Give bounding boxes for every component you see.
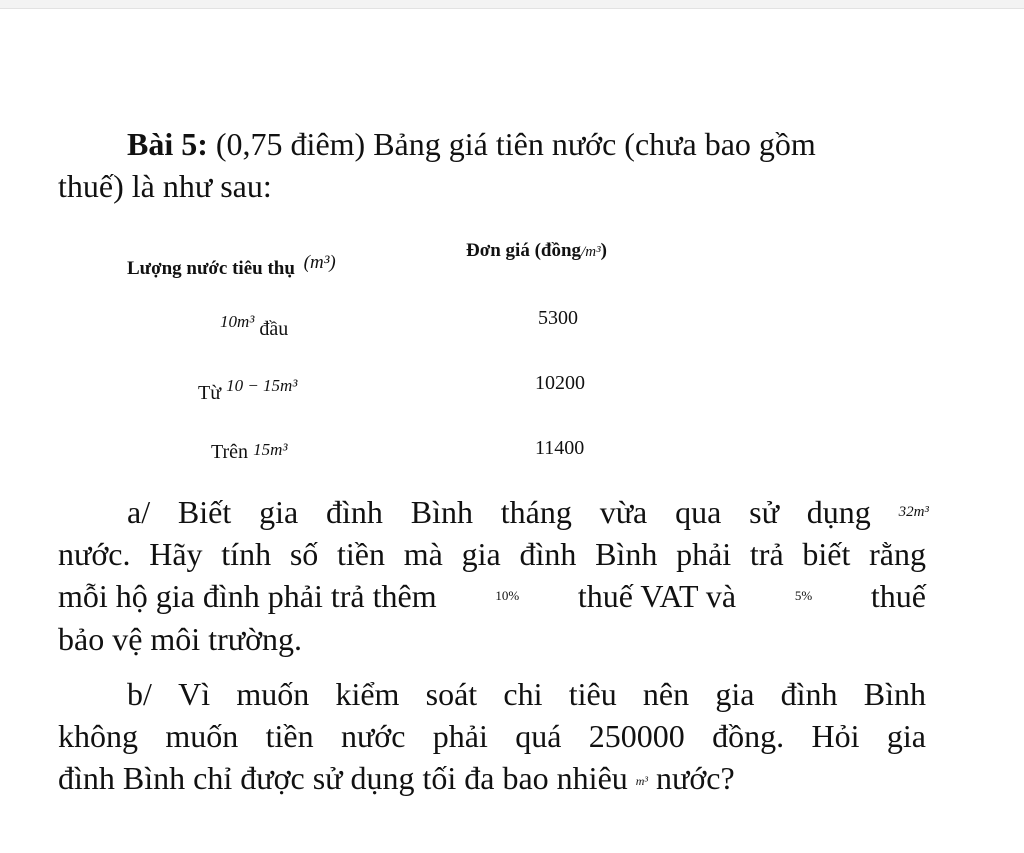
problem-label: Bài 5: <box>127 126 208 162</box>
part-b-word: nước <box>340 718 406 754</box>
part-a-text: mỗi hộ gia đình phải trả thêm <box>58 578 437 614</box>
table-row-1-range-text: đầu <box>259 318 289 340</box>
part-a-word: đình <box>519 536 577 572</box>
table-header-price-close: ) <box>600 240 607 261</box>
part-a-word: phải <box>676 536 732 572</box>
table-row-3-range <box>211 441 287 464</box>
part-a-line3 <box>58 578 926 614</box>
part-a-word: tính <box>221 536 272 572</box>
part-b-word: muốn <box>236 676 310 712</box>
part-a-text: thuế VAT và <box>577 578 737 614</box>
part-a-volume: 32m³ <box>898 504 929 520</box>
part-b-word: Hỏi <box>811 718 860 754</box>
part-a-word: mà <box>403 536 443 572</box>
table-row-1-range <box>220 310 289 340</box>
window-top-bar <box>0 0 1024 9</box>
part-b-word: không <box>58 718 138 754</box>
table-row-1-range-math: 10m³ <box>220 312 255 331</box>
table-row-3-range-text: Trên <box>211 441 249 463</box>
part-b-word: Vì <box>178 676 211 712</box>
part-a-env-percent: 5% <box>794 588 813 603</box>
table-row-3-range-math: 15m³ <box>253 440 288 459</box>
table-header-price <box>466 240 607 262</box>
part-a-word: qua <box>675 494 722 530</box>
part-a-word: gia <box>461 536 501 572</box>
table-header-consumption-label: Lượng nước tiêu thụ <box>127 258 295 279</box>
part-b-text: đình Bình chỉ được sử dụng tối đa bao nhiêu <box>58 760 628 796</box>
part-b-text: nước? <box>656 760 735 796</box>
part-b-word: soát <box>425 676 478 712</box>
part-b-word: kiểm <box>335 676 400 712</box>
part-b-word: b/ <box>127 676 152 712</box>
part-a-word: tiền <box>337 536 385 572</box>
part-b-word: Bình <box>863 676 926 712</box>
part-b-line3 <box>58 760 735 799</box>
part-b-word: gia <box>886 718 926 754</box>
part-a-word: tháng <box>500 494 572 530</box>
part-b-word: quá <box>515 718 562 754</box>
table-row-3-price: 11400 <box>535 437 585 459</box>
part-a-vat-percent: 10% <box>495 588 520 603</box>
part-b-word: 250000 <box>588 718 685 754</box>
part-a-word: đình <box>326 494 383 530</box>
part-a-word: a/ <box>127 494 151 530</box>
part-b-word: phải <box>432 718 488 754</box>
part-b-word: gia <box>715 676 755 712</box>
part-a-word: vừa <box>599 494 648 530</box>
part-a-word: Biết <box>177 494 232 530</box>
part-a-line2 <box>58 536 926 572</box>
part-a-word: số <box>289 536 319 572</box>
part-a-line1 <box>127 494 929 530</box>
part-b-word: tiền <box>265 718 314 754</box>
problem-intro-text: (0,75 điêm) Bảng giá tiên nước (chưa bao gồm <box>207 126 816 162</box>
part-a-word: nước. <box>58 536 131 572</box>
part-a-word: trả <box>749 536 784 572</box>
part-a-word: rằng <box>869 536 926 572</box>
part-a-word: Bình <box>595 536 658 572</box>
part-b-word: chi <box>503 676 543 712</box>
table-row-2-price: 10200 <box>535 372 585 394</box>
part-b-line2 <box>58 718 926 754</box>
part-b-word: nên <box>642 676 690 712</box>
part-b-line1 <box>127 676 926 712</box>
part-b-unit: m³ <box>635 774 649 788</box>
part-a-word: dụng <box>806 494 871 530</box>
table-row-2-range-text: Từ <box>198 382 222 404</box>
part-b-word: đình <box>780 676 838 712</box>
part-a-word: sử <box>749 494 779 530</box>
table-header-price-label: Đơn giá (đồng <box>466 240 582 261</box>
part-b-word: muốn <box>165 718 239 754</box>
table-row-2-range <box>198 376 298 404</box>
part-a-word: Bình <box>410 494 473 530</box>
table-header-consumption <box>127 252 336 280</box>
part-b-word: tiêu <box>568 676 617 712</box>
table-row-2-range-math: 10 − 15m³ <box>226 376 298 395</box>
part-a-word: gia <box>259 494 299 530</box>
part-a-text: thuế <box>870 578 926 614</box>
part-a-word: biết <box>802 536 851 572</box>
table-header-consumption-unit: (m³) <box>303 252 336 273</box>
problem-intro-line1 <box>127 126 816 162</box>
table-row-1-price: 5300 <box>538 307 578 329</box>
part-b-word: đồng. <box>712 718 785 754</box>
table-header-price-unit: /m³ <box>581 244 601 260</box>
problem-intro-line2: thuế) là như sau: <box>58 168 272 204</box>
part-a-word: Hãy <box>149 536 203 572</box>
part-a-line4: bảo vệ môi trường. <box>58 621 302 657</box>
